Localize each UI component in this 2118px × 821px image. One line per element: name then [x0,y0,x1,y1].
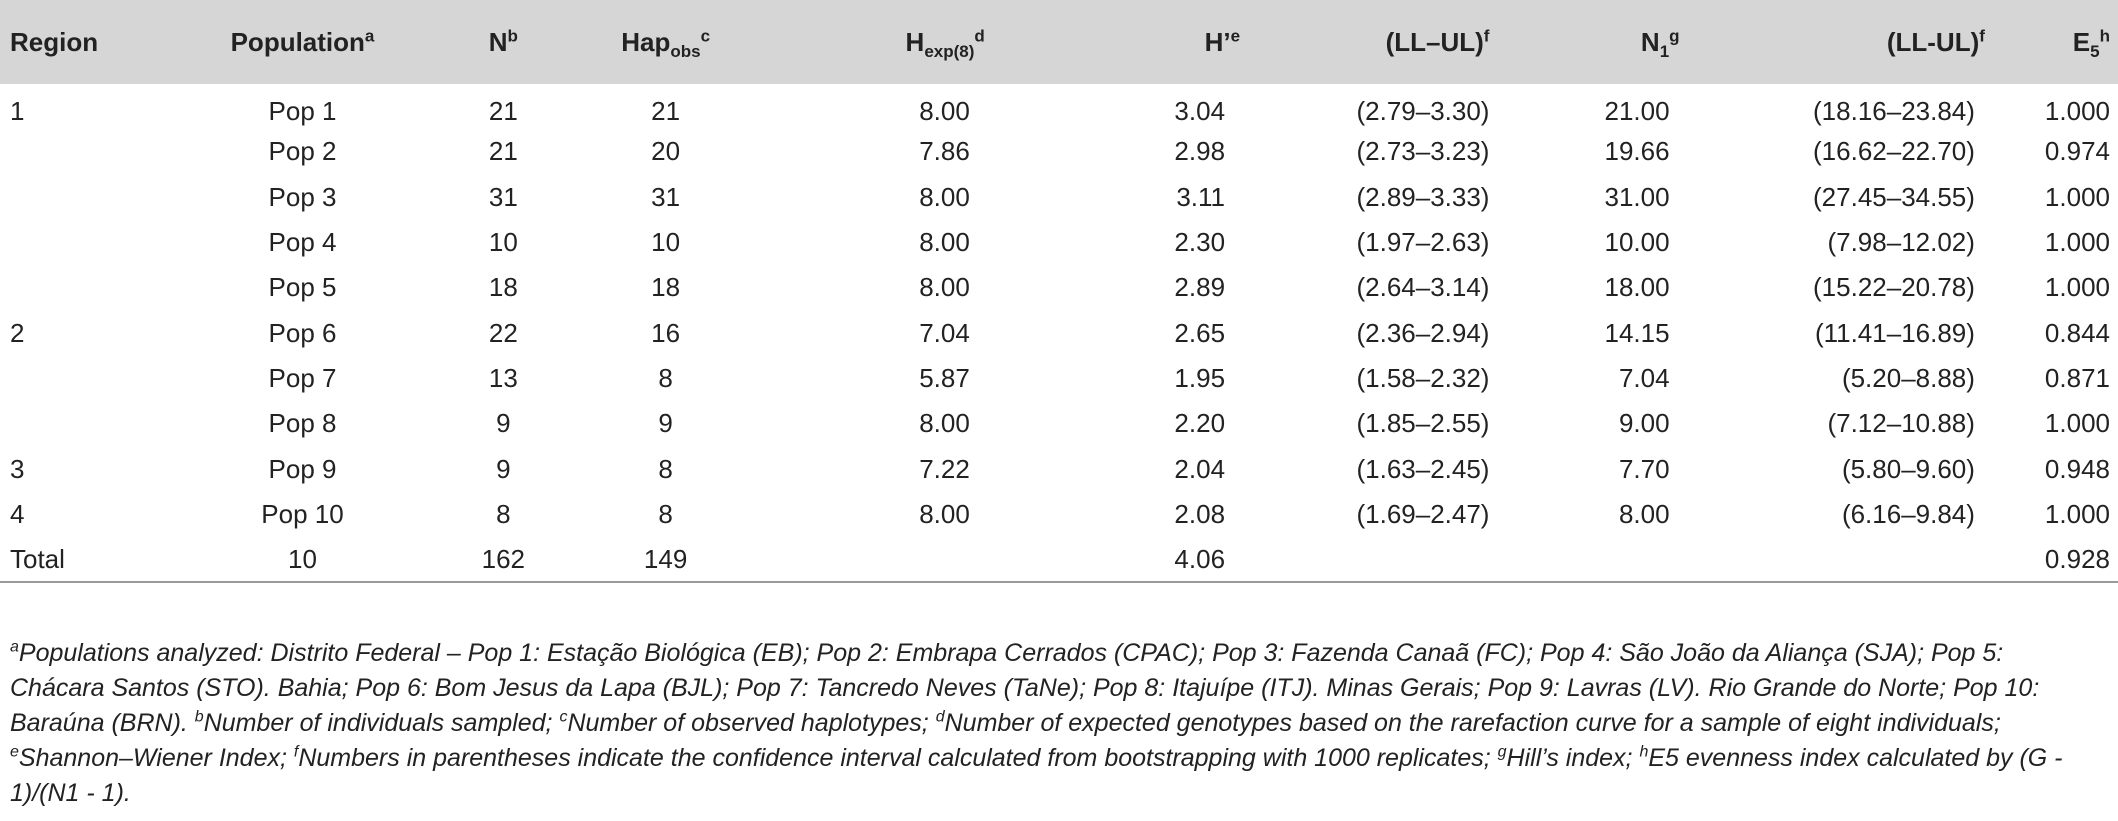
table-cell: (5.20–8.88) [1841,362,1975,393]
column-header-label: Region [10,26,99,57]
footnote-text: Number of individuals sampled; [203,709,560,737]
column-header [572,0,759,84]
table-cell [1529,537,1699,582]
table-cell: Pop 8 [268,408,337,439]
table-cell: (5.80–9.60) [1841,453,1975,484]
table-cell: 20 [651,136,681,167]
footnote-mark: b [194,708,204,726]
table-cell: (11.41–16.89) [1814,317,1975,348]
table-cell: Pop 2 [268,136,337,167]
table-header [0,0,2118,84]
table-cell: (6.16–9.84) [1841,498,1975,529]
table-cell: 2.30 [1174,227,1226,258]
table-cell: Pop 5 [268,272,337,303]
column-header [1529,0,1699,84]
table-cell: 1.95 [1174,362,1226,393]
table-cell: 1 [10,96,25,127]
table-cell: Pop 6 [268,317,337,348]
column-header [759,0,1025,84]
footnote-text: Populations analyzed: Distrito Federal – Pop 1: Estação Biológica (EB); Pop 2: Embrapa Cerrados (CPAC); Pop 3: Fazenda Canaã (FC); Pop 4: São João da Aliança (SJA); Pop 5: Chácara Santos (STO). Bahia; Pop 6: Bom Jesus da Lapa (BJL); Pop 7: Tancredo Neves (TaNe); Pop 8: Itajuípe (ITJ). Minas Gerais; Pop 9: Lavras (LV). Rio Grande do Norte; Pop 10: Baraúna (BRN). [10,639,2040,737]
table-cell: 8 [658,362,673,393]
table-cell: 31 [488,181,518,212]
column-header-label: E [2072,26,2091,57]
table-cell: 3.04 [1174,96,1226,127]
column-header-label: N [1640,26,1660,57]
table-cell: 149 [572,537,759,582]
table-cell: 4 [10,498,25,529]
column-header-label: H [905,26,925,57]
table-cell: Pop 3 [268,181,337,212]
table-cell: (7.12–10.88) [1827,408,1975,439]
table-cell [1700,537,2045,582]
footnote-text: Numbers in parentheses indicate the confidence interval calculated from bootstrapping with 1000 replicates; [298,744,1498,772]
column-header-footnote-mark: b [507,25,518,45]
footnote-text: E5 evenness index calculated by (G - 1)/(N1 - 1). [10,744,2063,807]
column-header-footnote-mark: h [2099,25,2110,45]
footnote-mark: e [10,743,19,761]
column-header-label: (LL–UL) [1385,26,1484,57]
table-cell: 0.844 [2044,317,2110,348]
table-cell: (1.97–2.63) [1356,227,1490,258]
table-cell: 7.04 [919,317,970,348]
table-cell: 19.66 [1604,136,1670,167]
table-cell: 1.000 [2044,96,2110,127]
table-cell: 21 [488,136,518,167]
column-header-subscript: exp(8) [924,41,975,61]
table-cell: 8.00 [919,498,970,529]
column-header-subscript: obs [670,41,701,61]
table-cell: 21.00 [1604,96,1670,127]
table-cell: (2.89–3.33) [1356,181,1490,212]
table-cell: 2.04 [1174,453,1226,484]
table-row [0,401,2118,446]
column-header-footnote-mark: e [1230,25,1241,45]
table-cell: 1.000 [2044,227,2110,258]
table-row [0,84,2118,129]
table-cell [759,537,1025,582]
table-cell: 8 [496,498,511,529]
column-header [170,0,434,84]
table-cell: 10 [488,227,518,258]
table-cell: 1.000 [2044,272,2110,303]
table-row [0,356,2118,401]
column-header-footnote-mark: a [364,25,375,45]
column-header [1260,0,1529,84]
column-header-label: N [488,26,508,57]
table-cell: (2.36–2.94) [1356,317,1490,348]
table-cell: (15.22–20.78) [1813,272,1975,303]
table-cell: Pop 7 [268,362,337,393]
table-cell [0,401,170,446]
column-header-label: Hap [621,26,671,57]
column-header-footnote-mark: c [700,25,711,45]
table-cell: Pop 1 [268,96,337,127]
table-cell: 0.928 [2045,537,2118,582]
table-cell [0,175,170,220]
table-footnotes [10,636,2100,811]
table-cell: 7.70 [1618,453,1670,484]
table-cell: 31 [651,181,681,212]
column-header [0,0,170,84]
table-cell: 9.00 [1618,408,1670,439]
footnote-mark: g [1497,743,1507,761]
table-cell: 3 [10,453,25,484]
table-cell [0,220,170,265]
column-header-footnote-mark: f [1979,25,1985,45]
table-cell: 10.00 [1604,227,1670,258]
table-cell: (1.85–2.55) [1356,408,1490,439]
table-row [0,492,2118,537]
table-cell: 8.00 [1618,498,1670,529]
table-row [0,265,2118,310]
footnote-mark: a [10,638,19,656]
table-cell: 10 [651,227,681,258]
table-cell: 2.98 [1174,136,1226,167]
column-header [1025,0,1260,84]
table-cell: 7.04 [1618,362,1670,393]
table-cell: (2.64–3.14) [1356,272,1490,303]
table-cell: 3.11 [1176,181,1226,212]
table-row [0,220,2118,265]
column-header-footnote-mark: d [974,25,985,45]
header-row [0,0,2118,84]
footnote-text: Hill’s index; [1506,744,1640,772]
table-cell: (18.16–23.84) [1813,96,1975,127]
footnote-text: Number of observed haplotypes; [567,709,936,737]
column-header-label: H’ [1204,26,1231,57]
table-cell: 2.65 [1174,317,1226,348]
table-cell: Pop 10 [261,498,344,529]
table-cell: 0.974 [2044,136,2110,167]
table-cell: 21 [651,96,681,127]
column-header [435,0,573,84]
table-cell: 31.00 [1604,181,1670,212]
table-row [0,446,2118,491]
footnote-mark: d [935,708,945,726]
table-cell: 162 [435,537,573,582]
table-body [0,84,2118,582]
table-cell: 9 [496,408,511,439]
column-header [1700,0,2045,84]
table-cell: 8 [658,498,673,529]
table-cell: 1.000 [2044,181,2110,212]
table-cell: (7.98–12.02) [1827,227,1975,258]
table-cell: 2.89 [1174,272,1226,303]
table-cell: 18.00 [1604,272,1670,303]
table-cell: Pop 4 [268,227,337,258]
table-cell: 10 [170,537,434,582]
table-cell: 2.08 [1174,498,1226,529]
footnote-mark: c [559,708,568,726]
table-cell: 8 [658,453,673,484]
footnote-text: Shannon–Wiener Index; [18,744,294,772]
table-cell [0,265,170,310]
table-cell: 0.948 [2044,453,2110,484]
table-cell: Total [0,537,170,582]
table-cell: 13 [488,362,518,393]
table-cell: 8.00 [919,408,970,439]
column-header-footnote-mark: g [1669,25,1680,45]
table-cell: 18 [651,272,681,303]
column-header-footnote-mark: f [1483,25,1490,45]
table-cell: (1.69–2.47) [1356,498,1490,529]
footnote-text: Number of expected genotypes based on the rarefaction curve for a sample of eight individuals; [944,709,2001,737]
table-cell: 9 [658,408,673,439]
table-cell: 9 [496,453,511,484]
table-cell: 7.22 [919,453,970,484]
table-cell: (1.63–2.45) [1356,453,1490,484]
table-cell: 8.00 [919,272,970,303]
footnote-mark: f [293,743,299,761]
table-row [0,129,2118,174]
table-row [0,310,2118,355]
table-cell: 2 [10,317,25,348]
table-cell: (1.58–2.32) [1356,362,1490,393]
column-header-subscript: 5 [2090,41,2100,61]
table-cell: 8.00 [919,181,970,212]
table-cell: 4.06 [1025,537,1260,582]
table-cell [0,356,170,401]
column-header-label: Population [230,26,365,57]
table-cell: (16.62–22.70) [1813,136,1975,167]
footnote-mark: h [1639,743,1649,761]
table-cell: 1.000 [2044,408,2110,439]
table-cell: 8.00 [919,227,970,258]
table-cell: 5.87 [919,362,970,393]
table-cell: 21 [488,96,518,127]
table-cell: (27.45–34.55) [1813,181,1975,212]
table-cell: 7.86 [919,136,970,167]
column-header-subscript: 1 [1659,41,1670,61]
table-cell: 2.20 [1174,408,1226,439]
table-cell [0,129,170,174]
column-header-label: (LL-UL) [1886,26,1980,57]
table-cell: Pop 9 [268,453,337,484]
table-cell: 8.00 [919,96,970,127]
table-cell: 22 [488,317,518,348]
total-row [0,537,2118,582]
table-cell: 0.871 [2044,362,2110,393]
table-cell [1260,537,1529,582]
table-cell: (2.79–3.30) [1356,96,1490,127]
table-cell: 14.15 [1604,317,1670,348]
table-cell: (2.73–3.23) [1356,136,1490,167]
table-row [0,175,2118,220]
table-cell: 1.000 [2044,498,2110,529]
column-header [2045,0,2118,84]
table-cell: 16 [651,317,681,348]
table-cell: 18 [488,272,518,303]
